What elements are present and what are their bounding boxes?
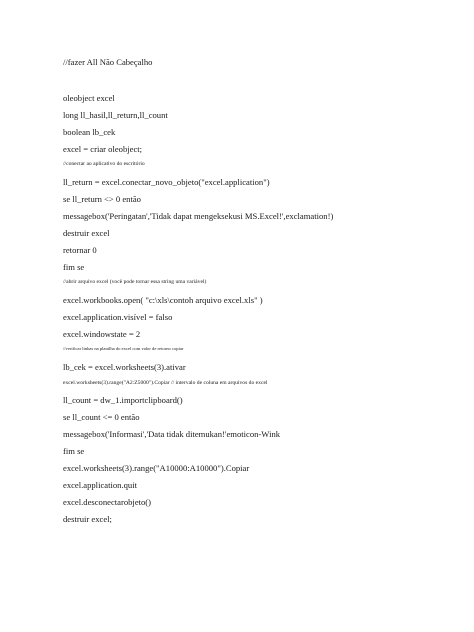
code-line-connect: ll_return = excel.conectar_novo_objeto("excel.application") bbox=[63, 177, 270, 187]
code-line-declare-bool: boolean lb_cek bbox=[63, 127, 116, 137]
code-comment-check-rows: //verificar linhas na planilha do excel com valor de retorno copiar bbox=[63, 346, 184, 351]
code-line-copy-clear: excel.worksheets(3).range("A10000:A10000").Copiar bbox=[63, 463, 250, 473]
code-line-end-if: fim se bbox=[63, 262, 85, 272]
code-line-messagebox-info: messagebox('Informasi','Data tidak ditemukan!'emoticon-Wink bbox=[63, 429, 281, 439]
code-line-open-workbook: excel.workbooks.open( "c:\xls\contoh arquivo excel.xls" ) bbox=[63, 295, 263, 305]
code-line-copy-range: excel.worksheets(3).range("A2:Z5000").Copiar // intervalo de coluna em arquivos do excel bbox=[63, 380, 268, 386]
code-line-destroy: destruir excel bbox=[63, 228, 110, 238]
code-line-visible: excel.application.visível = falso bbox=[63, 312, 173, 322]
code-line-return: retornar 0 bbox=[63, 245, 97, 255]
code-line-end-if-2: fim se bbox=[63, 446, 85, 456]
code-line-disconnect: excel.desconectarobjeto() bbox=[63, 497, 152, 507]
code-comment-connect: //conectar ao aplicativo do escritório bbox=[63, 161, 145, 167]
code-line-declare-excel: oleobject excel bbox=[63, 93, 115, 103]
code-line-destroy-final: destruir excel; bbox=[63, 514, 112, 524]
code-line-import: ll_count = dw_1.importclipboard() bbox=[63, 395, 183, 405]
code-comment-header: //fazer All Não Cabeçalho bbox=[63, 57, 153, 67]
code-line-activate: lb_cek = excel.worksheets(3).ativar bbox=[63, 362, 186, 372]
code-comment-open-file: //abrir arquivo excel (você pode tornar essa string uma variável) bbox=[63, 279, 207, 285]
code-line-windowstate: excel.windowstate = 2 bbox=[63, 329, 141, 339]
code-line-messagebox-warn: messagebox('Peringatan','Tidak dapat mengeksekusi MS.Excel!',exclamation!) bbox=[63, 211, 334, 221]
code-line-if-count: se ll_count <= 0 então bbox=[63, 412, 140, 422]
code-line-quit: excel.application.quit bbox=[63, 480, 137, 490]
code-line-create: excel = criar oleobject; bbox=[63, 144, 143, 154]
code-line-declare-long: long ll_hasil,ll_return,ll_count bbox=[63, 110, 168, 120]
code-line-if-return: se ll_return <> 0 então bbox=[63, 194, 141, 204]
